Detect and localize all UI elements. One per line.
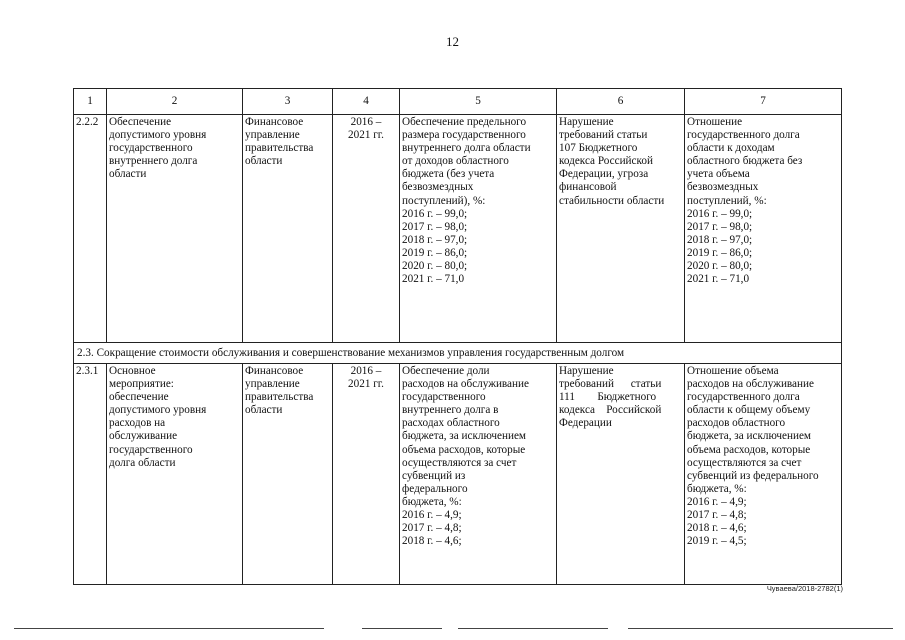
- cell-line: 2016 г. – 4,9;: [687, 495, 747, 508]
- cell-line: области к общему объему: [687, 404, 811, 417]
- header-cell: 5: [400, 89, 557, 115]
- page-number: 12: [446, 34, 459, 49]
- cell-line: бюджета, %:: [687, 482, 747, 495]
- cell-line: 2021 г. – 71,0: [687, 273, 750, 286]
- cell-line: бюджета, %:: [402, 495, 462, 508]
- period: [333, 115, 400, 343]
- cell-line: государственного: [109, 142, 193, 155]
- cell-line: поступлений, %:: [687, 194, 767, 207]
- cell-line: безвозмездных: [687, 181, 759, 194]
- table-row: [74, 364, 842, 585]
- cell-line: расходах областного: [402, 417, 500, 430]
- header-cell: 7: [685, 89, 842, 115]
- cell-line: допустимого уровня: [109, 404, 207, 417]
- cell-line: государственного долга: [687, 391, 800, 404]
- program-table: [73, 88, 842, 585]
- consequence: [557, 364, 685, 585]
- expected-result: [400, 364, 557, 585]
- cell-line: 2019 г. – 86,0;: [687, 246, 753, 259]
- table-row: [74, 115, 842, 343]
- consequence: [557, 115, 685, 343]
- cell-line: 2017 г. – 4,8;: [402, 522, 462, 535]
- cell-line: объема расходов, которые: [687, 443, 811, 456]
- executor: [243, 364, 333, 585]
- header-cell: 2: [107, 89, 243, 115]
- cell-line: области: [109, 168, 147, 181]
- cell-line: 2019 г. – 86,0;: [402, 246, 468, 259]
- indicator: [685, 115, 842, 343]
- cell-line: 2018 г. – 97,0;: [402, 233, 468, 246]
- cell-line: 2017 г. – 98,0;: [402, 220, 468, 233]
- cell-line: 2020 г. – 80,0;: [687, 260, 753, 273]
- cell-line: осуществляются за счет: [687, 456, 802, 469]
- cell-line: Федерации: [559, 417, 612, 430]
- cell-line: внутреннего долга: [109, 155, 198, 168]
- header-cell: 3: [243, 89, 333, 115]
- cell-line: области: [245, 404, 283, 417]
- cell-line: 111 Бюджетного: [559, 391, 657, 404]
- cell-line: государственного: [109, 443, 193, 456]
- cell-line: бюджета, за исключением: [402, 430, 527, 443]
- cell-line: безвозмездных: [402, 181, 474, 194]
- cell-line: Федерации, угроза: [559, 168, 649, 181]
- cell-line: 2021 г. – 71,0: [402, 273, 465, 286]
- cell-line: 2017 г. – 4,8;: [687, 509, 747, 522]
- cell-line: правительства: [245, 142, 314, 155]
- expected-result: [400, 115, 557, 343]
- cell-line: государственного: [402, 391, 486, 404]
- scan-rule: [14, 628, 324, 629]
- cell-line: субвенций из федерального: [687, 469, 819, 482]
- cell-line: 2018 г. – 4,6;: [687, 522, 747, 535]
- cell-line: Финансовое: [245, 365, 304, 377]
- cell-line: областного бюджета без: [687, 155, 803, 168]
- scan-rule: [628, 628, 893, 629]
- cell-line: управление: [245, 129, 300, 142]
- cell-line: правительства: [245, 391, 314, 404]
- cell-line: 2016 г. – 99,0;: [687, 207, 753, 220]
- cell-line: осуществляются за счет: [402, 456, 517, 469]
- scan-rule: [362, 628, 442, 629]
- cell-line: 2018 г. – 97,0;: [687, 233, 753, 246]
- cell-line: государственного долга: [687, 129, 800, 142]
- cell-line: 2016 –: [350, 365, 382, 377]
- cell-line: 2016 г. – 99,0;: [402, 207, 468, 220]
- cell-line: финансовой: [559, 181, 617, 194]
- section-title: 2.3. Сокращение стоимости обслуживания и совершенствование механизмов управления государственным долгом: [74, 343, 842, 364]
- cell-line: 2016 –: [350, 116, 382, 128]
- cell-line: расходов областного: [687, 417, 786, 430]
- cell-line: Нарушение: [559, 365, 614, 377]
- cell-line: 2018 г. – 4,6;: [402, 535, 462, 548]
- header-cell: 4: [333, 89, 400, 115]
- cell-line: бюджета (без учета: [402, 168, 495, 181]
- cell-line: 2021 гг.: [348, 378, 384, 391]
- cell-line: Отношение: [687, 116, 743, 128]
- scan-rule: [458, 628, 608, 629]
- cell-line: от доходов областного: [402, 155, 509, 168]
- cell-line: расходов на: [109, 417, 166, 430]
- cell-line: расходов на обслуживание: [687, 378, 814, 391]
- cell-line: 2016 г. – 4,9;: [402, 509, 462, 522]
- executor: [243, 115, 333, 343]
- cell-line: внутреннего долга в: [402, 404, 499, 417]
- cell-line: требований статьи: [559, 378, 662, 391]
- cell-line: мероприятие:: [109, 378, 174, 391]
- cell-line: обслуживание: [109, 430, 178, 443]
- indicator: [685, 364, 842, 585]
- cell-line: Нарушение: [559, 116, 614, 128]
- period: [333, 364, 400, 585]
- header-cell: 6: [557, 89, 685, 115]
- footer-note: Чуваева/2018-2782(1): [766, 584, 843, 593]
- cell-line: долга области: [109, 456, 176, 469]
- row-number: 2.2.2: [74, 115, 107, 343]
- cell-line: кодекса Российской: [559, 404, 662, 417]
- cell-line: кодекса Российской: [559, 155, 653, 168]
- cell-line: учета объема: [687, 168, 750, 181]
- cell-line: субвенций из: [402, 469, 466, 482]
- cell-line: 2019 г. – 4,5;: [687, 535, 747, 548]
- cell-line: объема расходов, которые: [402, 443, 526, 456]
- cell-line: Обеспечение доли: [402, 365, 490, 377]
- section-row: [74, 343, 842, 364]
- header-cell: 1: [74, 89, 107, 115]
- cell-line: допустимого уровня: [109, 129, 207, 142]
- cell-line: 107 Бюджетного: [559, 142, 638, 155]
- cell-line: федерального: [402, 482, 468, 495]
- cell-line: размера государственного: [402, 129, 526, 142]
- cell-line: Отношение объема: [687, 365, 779, 377]
- cell-line: бюджета, за исключением: [687, 430, 812, 443]
- cell-line: Финансовое: [245, 116, 304, 128]
- cell-line: Обеспечение: [109, 116, 172, 128]
- cell-line: 2021 гг.: [348, 129, 384, 142]
- measure-name: [107, 115, 243, 343]
- cell-line: внутреннего долга области: [402, 142, 531, 155]
- cell-line: стабильности области: [559, 194, 665, 207]
- cell-line: 2020 г. – 80,0;: [402, 260, 468, 273]
- cell-line: области: [245, 155, 283, 168]
- cell-line: поступлений), %:: [402, 194, 486, 207]
- cell-line: 2017 г. – 98,0;: [687, 220, 753, 233]
- row-number: 2.3.1: [74, 364, 107, 585]
- cell-line: Обеспечение предельного: [402, 116, 527, 128]
- cell-line: обеспечение: [109, 391, 169, 404]
- cell-line: Основное: [109, 365, 156, 377]
- header-row: [74, 89, 842, 115]
- cell-line: требований статьи: [559, 129, 648, 142]
- cell-line: области к доходам: [687, 142, 775, 155]
- measure-name: [107, 364, 243, 585]
- cell-line: расходов на обслуживание: [402, 378, 529, 391]
- cell-line: управление: [245, 378, 300, 391]
